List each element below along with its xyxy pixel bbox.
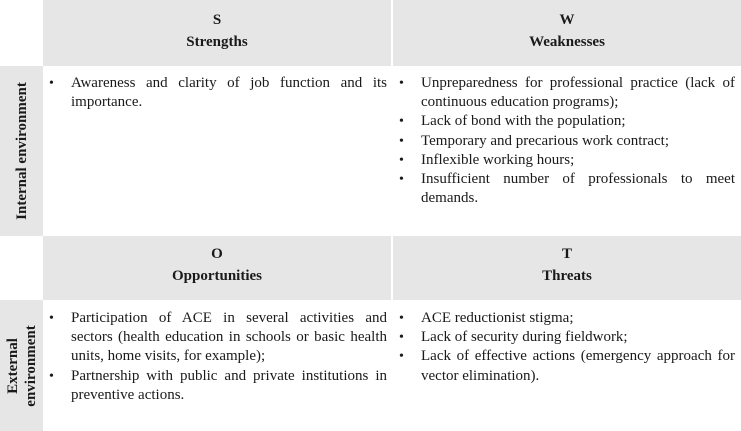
threats-title: Threats — [542, 268, 592, 284]
opportunities-letter: O — [211, 246, 223, 262]
threats-list — [393, 309, 735, 386]
list-item: • ACE reductionist stigma; — [393, 309, 735, 328]
list-item: • Lack of effective actions (emergency approach for vector elimination). — [393, 347, 735, 385]
header-threats — [393, 236, 741, 300]
opportunities-title: Opportunities — [171, 268, 262, 284]
threats-body — [393, 300, 741, 431]
internal-environment-text: Internal environment — [13, 82, 30, 220]
external-environment-label — [0, 300, 43, 431]
internal-environment-label — [0, 66, 43, 236]
external-line-2: environment — [22, 324, 39, 407]
list-item: • Unpreparedness for professional practice (lack of continuous education programs); — [393, 74, 735, 112]
strengths-title: Strengths — [186, 34, 248, 50]
opportunities-body — [43, 300, 393, 431]
opportunities-list — [43, 309, 387, 405]
list-item: • Insufficient number of professionals to meet demands. — [393, 170, 735, 208]
weaknesses-body — [393, 66, 741, 236]
list-item: • Lack of security during fieldwork; — [393, 328, 735, 347]
list-item: • Inflexible working hours; — [393, 151, 735, 170]
threats-letter: T — [561, 246, 572, 262]
weaknesses-title: Weaknesses — [529, 34, 605, 50]
strengths-list — [43, 74, 387, 112]
external-environment-text — [4, 325, 40, 406]
strengths-body — [43, 66, 393, 236]
header-strengths — [43, 0, 391, 66]
header-opportunities — [43, 236, 391, 300]
list-item: • Partnership with public and private institutions in preventive actions. — [43, 367, 387, 405]
header-weaknesses — [393, 0, 741, 66]
list-item: • Temporary and precarious work contract; — [393, 132, 735, 151]
list-item: • Lack of bond with the population; — [393, 112, 735, 131]
weaknesses-list — [393, 74, 735, 208]
strengths-letter: S — [212, 12, 222, 28]
list-item: • Awareness and clarity of job function and its importance. — [43, 74, 387, 112]
list-item: • Participation of ACE in several activities and sectors (health education in schools or basic health units, home visits, for example); — [43, 309, 387, 367]
weaknesses-letter: W — [559, 12, 575, 28]
external-line-1: External — [4, 337, 21, 394]
